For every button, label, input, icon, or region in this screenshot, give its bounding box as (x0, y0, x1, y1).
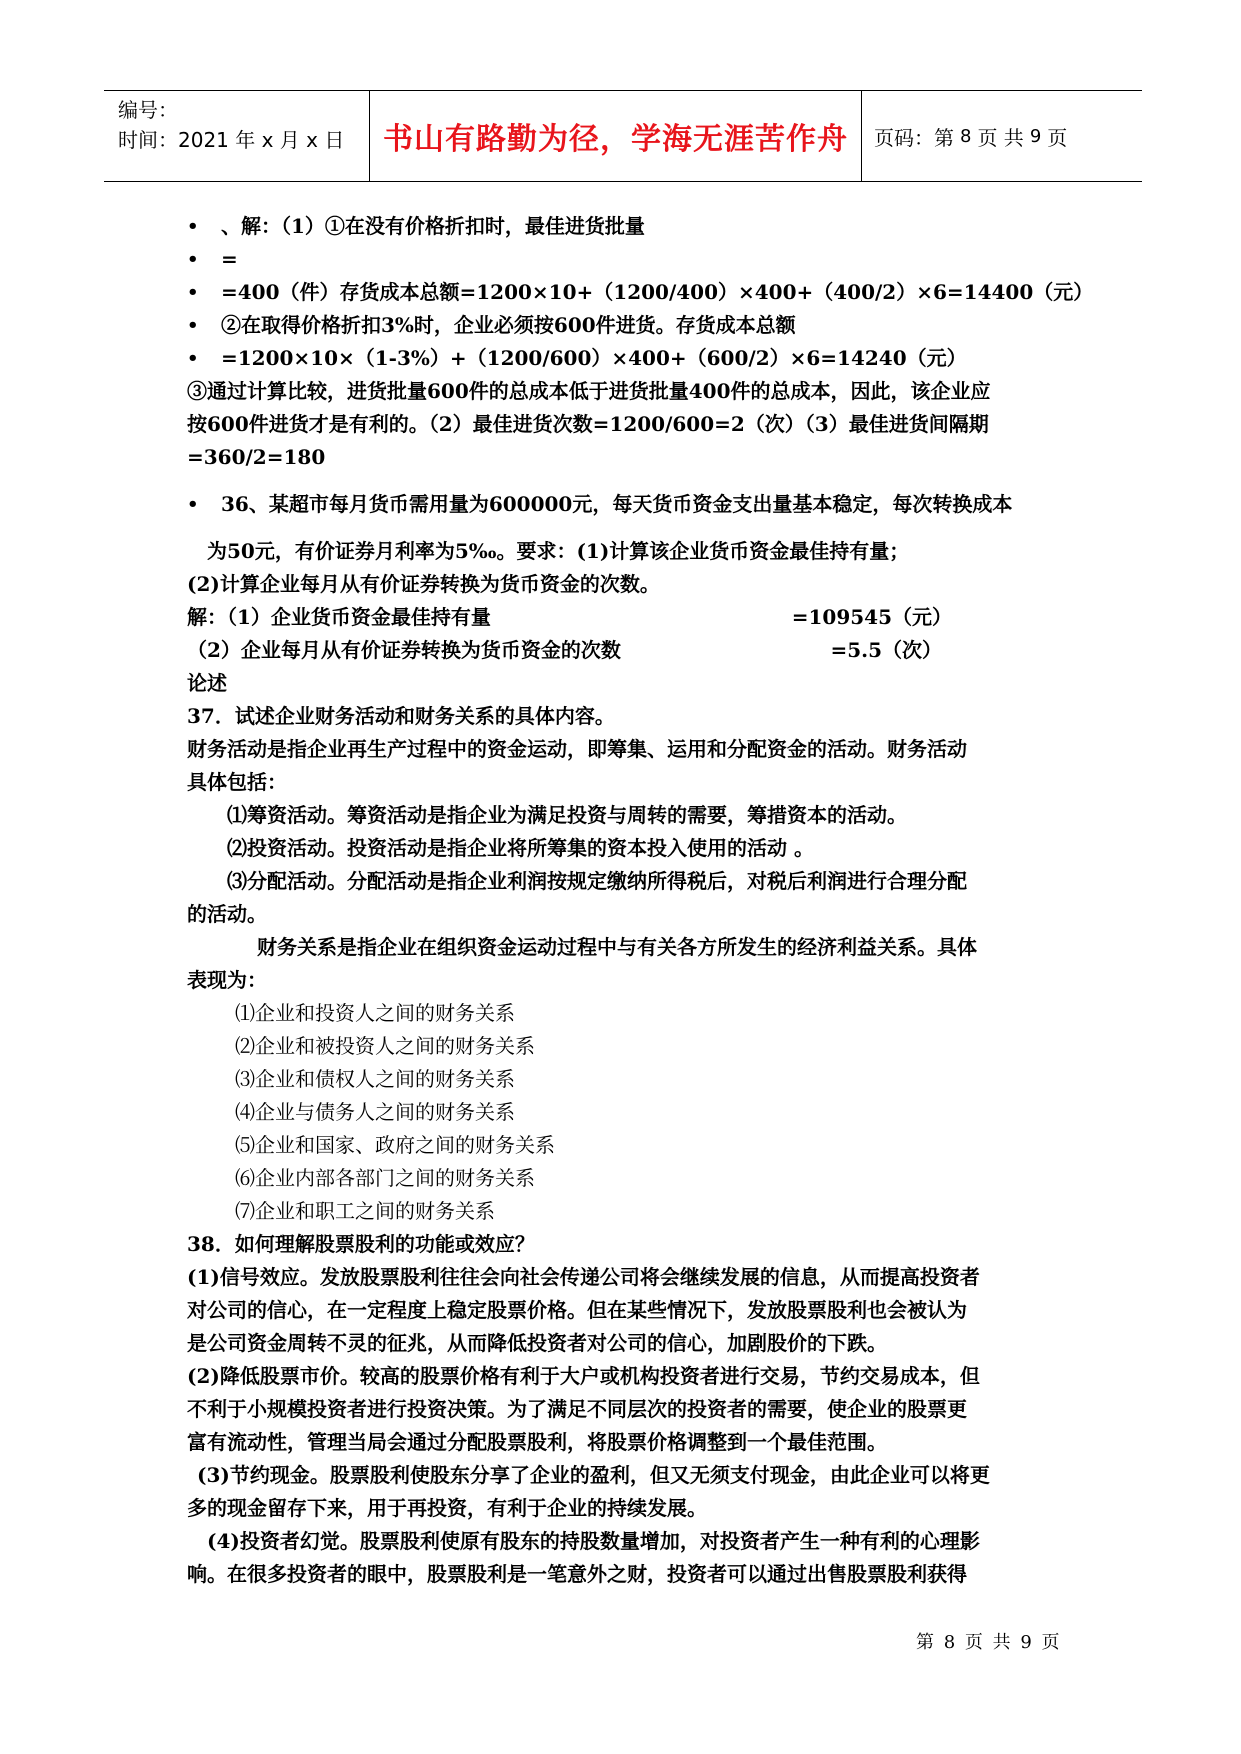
para-37-line-2: 具体包括： (187, 770, 287, 794)
question-36-line-3: (2)计算企业每月从有价证券转换为货币资金的次数。 (187, 572, 660, 596)
para-37-line-8: 表现为： (187, 968, 267, 992)
para-38-line-9: (4)投资者幻觉。股票股利使原有股东的持股数量增加，对投资者产生一种有利的心理影 (207, 1529, 980, 1553)
para-37-line-7: 财务关系是指企业在组织资金运动过程中与有关各方所发生的经济利益关系。具体 (257, 935, 977, 959)
page-mid: 页 共 (977, 125, 1024, 150)
solution-line-3: • =400（件）存货成本总额=1200×10+（1200/400）×400+（400/2）×6=14400（元） (187, 276, 1067, 309)
page-header (104, 90, 1142, 182)
question-36-line-1: • 36、某超市每月货币需用量为600000元，每天货币资金支出量基本稳定，每次转换成本 (187, 488, 1067, 521)
header-motto-cell (370, 91, 862, 181)
number-label: 编号： (118, 98, 178, 122)
solution-line-1: • 、解：（1）①在没有价格折扣时，最佳进货批量 (187, 210, 1067, 243)
relation-item-3: ⑶企业和债权人之间的财务关系 (235, 1067, 515, 1091)
solution-line-5: • =1200×10×（1-3%）+（1200/600）×400+（600/2）×6=14240（元） (187, 342, 1067, 375)
document-body (187, 210, 1094, 1591)
relation-item-5: ⑸企业和国家、政府之间的财务关系 (235, 1133, 555, 1157)
para-38-line-10: 响。在很多投资者的眼中，股票股利是一笔意外之财，投资者可以通过出售股票股利获得 (187, 1562, 967, 1586)
para-38-line-3: 是公司资金周转不灵的征兆，从而降低投资者对公司的信心，加剧股价的下跌。 (187, 1331, 887, 1355)
solution-line-8: =360/2=180 (187, 445, 326, 469)
para-38-line-1: (1)信号效应。发放股票股利往往会向社会传递公司将会继续发展的信息，从而提高投资者 (187, 1265, 980, 1289)
answer-36-row-2 (187, 634, 952, 667)
time-label: 时间：2021 年 x 月 x 日 (118, 128, 345, 152)
question-38: 38．如何理解股票股利的功能或效应？ (187, 1232, 535, 1256)
page-prefix: 页码：第 (874, 125, 954, 150)
question-36-line-2: 为50元，有价证券月利率为5‰。要求：(1)计算该企业货币资金最佳持有量； (207, 539, 910, 563)
relation-item-2: ⑵企业和被投资人之间的财务关系 (235, 1034, 535, 1058)
page-footer: 第 8 页 共 9 页 (916, 1632, 1062, 1653)
para-37-item-1: ⑴筹资活动。筹资活动是指企业为满足投资与周转的需要，筹措资本的活动。 (227, 803, 907, 827)
relation-item-6: ⑹企业内部各部门之间的财务关系 (235, 1166, 535, 1190)
para-37-line-1: 财务活动是指企业再生产过程中的资金运动，即筹集、运用和分配资金的活动。财务活动 (187, 737, 967, 761)
relation-item-1: ⑴企业和投资人之间的财务关系 (235, 1001, 515, 1025)
para-38-line-4: (2)降低股票市价。较高的股票价格有利于大户或机构投资者进行交易，节约交易成本，但 (187, 1364, 980, 1388)
section-heading: 论述 (187, 671, 227, 695)
page-total: 9 (1029, 125, 1042, 147)
page-current: 8 (960, 125, 972, 147)
page-suffix: 页 (1047, 125, 1068, 150)
relation-item-7: ⑺企业和职工之间的财务关系 (235, 1199, 495, 1223)
para-38-line-8: 多的现金留存下来，用于再投资，有利于企业的持续发展。 (187, 1496, 707, 1520)
answer-36-left-1: 解：（1）企业货币资金最佳持有量 (187, 605, 491, 629)
para-38-line-5: 不利于小规模投资者进行投资决策。为了满足不同层次的投资者的需要，使企业的股票更 (187, 1397, 967, 1421)
para-38-line-2: 对公司的信心，在一定程度上稳定股票价格。但在某些情况下，发放股票股利也会被认为 (187, 1298, 967, 1322)
para-38-line-6: 富有流动性，管理当局会通过分配股票股利，将股票价格调整到一个最佳范围。 (187, 1430, 887, 1454)
relation-item-4: ⑷企业与债务人之间的财务关系 (235, 1100, 515, 1124)
para-38-line-7: (3)节约现金。股票股利使股东分享了企业的盈利，但又无须支付现金，由此企业可以将更 (197, 1463, 990, 1487)
answer-36-row-1 (187, 601, 952, 634)
solution-line-2: • = (187, 243, 1067, 276)
question-37: 37．试述企业财务活动和财务关系的具体内容。 (187, 704, 615, 728)
para-37-item-3: ⑶分配活动。分配活动是指企业利润按规定缴纳所得税后，对税后利润进行合理分配 (227, 869, 967, 893)
answer-36-right-1: =109545（元） (791, 605, 952, 629)
answer-36-left-2: （2）企业每月从有价证券转换为货币资金的次数 (187, 638, 621, 662)
header-page-number (862, 91, 1142, 181)
answer-36-right-2: =5.5（次） (830, 638, 942, 662)
header-meta (104, 91, 370, 181)
para-37-item-2: ⑵投资活动。投资活动是指企业将所筹集的资本投入使用的活动 。 (227, 836, 814, 860)
solution-line-6: ③通过计算比较，进货批量600件的总成本低于进货批量400件的总成本，因此，该企业应 (187, 379, 991, 403)
solution-line-7: 按600件进货才是有利的。（2）最佳进货次数=1200/600=2（次）（3）最佳进货间隔期 (187, 412, 989, 436)
solution-line-4: • ②在取得价格折扣3%时，企业必须按600件进货。存货成本总额 (187, 309, 1067, 342)
motto: 书山有路勤为径，学海无涯苦作舟 (383, 122, 848, 157)
para-37-line-6: 的活动。 (187, 902, 267, 926)
